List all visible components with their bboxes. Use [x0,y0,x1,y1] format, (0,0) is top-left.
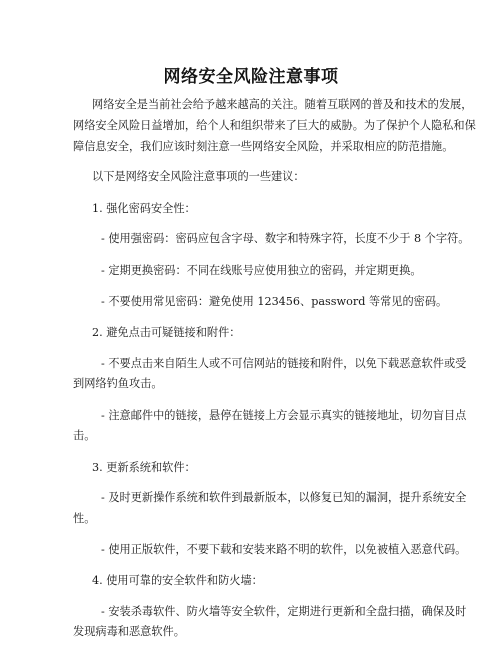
list-item: - 定期更换密码：不同在线账号应使用独立的密码，并定期更换。 [101,264,422,277]
list-item-continuation: 到网络钓鱼攻击。 [73,377,163,390]
section-heading: 1. 强化密码安全性： [92,202,196,215]
section-heading: 4. 使用可靠的安全软件和防火墙： [92,574,263,587]
intro-line: 网络安全是当前社会给予越来越高的关注。随着互联网的普及和技术的发展， [92,98,473,111]
list-item: - 注意邮件中的链接，悬停在链接上方会显示真实的链接地址，切勿盲目点 [101,409,467,422]
list-item-continuation: 性。 [73,512,96,525]
list-item: - 不要使用常见密码：避免使用 123456、password 等常见的密码。 [101,295,448,308]
section-heading: 3. 更新系统和软件： [92,461,196,474]
list-item: - 及时更新操作系统和软件到最新版本，以修复已知的漏洞，提升系统安全 [101,491,467,504]
section-heading: 2. 避免点击可疑链接和附件： [92,326,241,339]
list-item: - 安装杀毒软件、防火墙等安全软件，定期进行更新和全盘扫描，确保及时 [101,605,467,618]
lead-sentence: 以下是网络安全风险注意事项的一些建议： [92,170,305,183]
document-title: 网络安全风险注意事项 [163,67,339,87]
intro-line: 障信息安全，我们应该时刻注意一些网络安全风险，并采取相应的防范措施。 [73,140,454,153]
list-item: - 使用正版软件，不要下载和安装来路不明的软件，以免被植入恶意代码。 [101,543,467,556]
list-item-continuation: 击。 [73,429,96,442]
list-item: - 使用强密码：密码应包含字母、数字和特殊字符，长度不少于 8 个字符。 [101,232,470,245]
list-item: - 不要点击来自陌生人或不可信网站的链接和附件，以免下载恶意软件或受 [101,357,467,370]
intro-line: 网络安全风险日益增加，给个人和组织带来了巨大的威胁。为了保护个人隐私和保 [73,119,476,132]
list-item-continuation: 发现病毒和恶意软件。 [73,625,185,638]
